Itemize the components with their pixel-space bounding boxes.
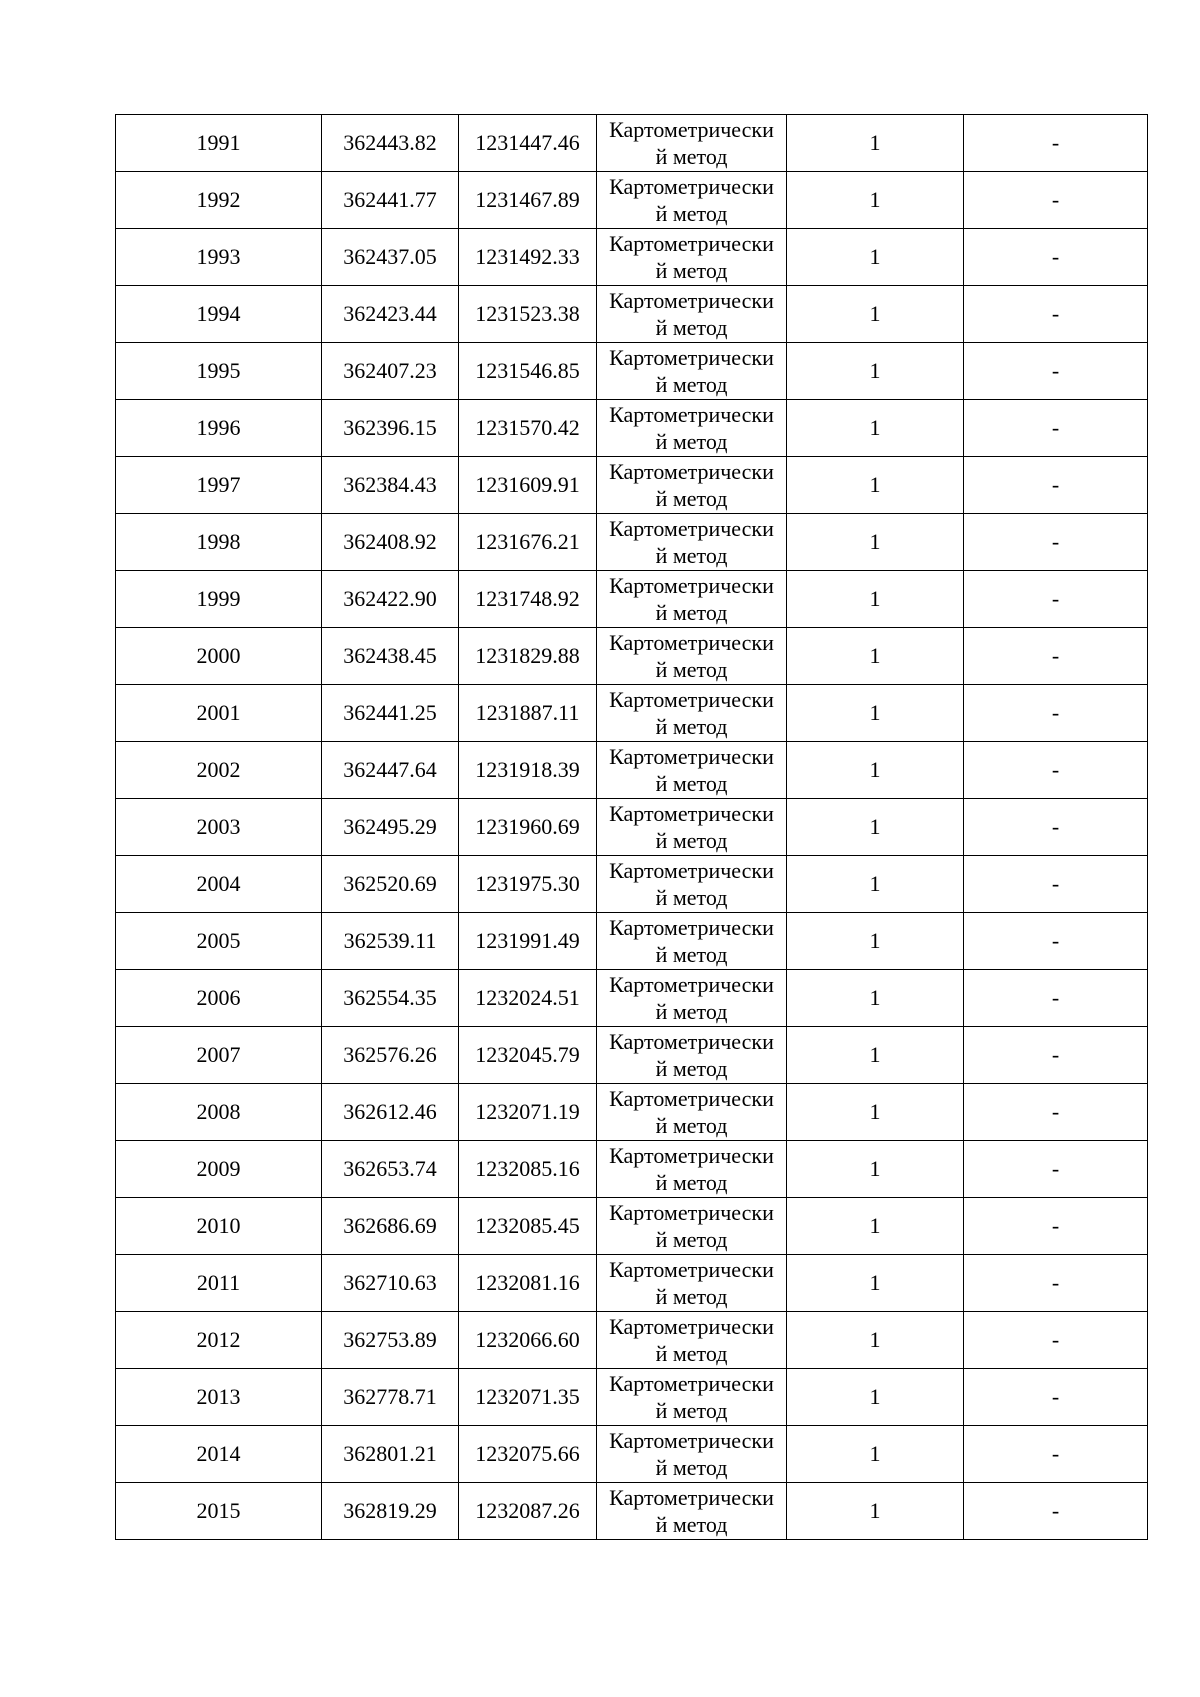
y-coordinate-cell: 1231447.46 (459, 115, 597, 172)
method-text-line-2: й метод (655, 258, 728, 283)
table-row (116, 628, 1148, 685)
y-coordinate-cell: 1232024.51 (459, 970, 597, 1027)
note-cell: - (964, 571, 1148, 628)
accuracy-cell: 1 (787, 970, 964, 1027)
method-text-line-2: й метод (655, 1512, 728, 1537)
note-cell: - (964, 1426, 1148, 1483)
point-number-cell: 2002 (116, 742, 322, 799)
x-coordinate-cell: 362710.63 (322, 1255, 459, 1312)
note-cell: - (964, 799, 1148, 856)
method-text-line-2: й метод (655, 942, 728, 967)
method-text-line-1: Картометрически (609, 1428, 774, 1453)
accuracy-cell: 1 (787, 1084, 964, 1141)
method-text-line-1: Картометрически (609, 1143, 774, 1168)
method-text-line-1: Картометрически (609, 1200, 774, 1225)
table-row (116, 172, 1148, 229)
method-text-line-1: Картометрически (609, 687, 774, 712)
method-cell (597, 799, 787, 856)
table-row (116, 343, 1148, 400)
x-coordinate-cell: 362443.82 (322, 115, 459, 172)
y-coordinate-cell: 1231918.39 (459, 742, 597, 799)
method-text-line-2: й метод (655, 429, 728, 454)
point-number-cell: 1997 (116, 457, 322, 514)
y-coordinate-cell: 1232085.16 (459, 1141, 597, 1198)
x-coordinate-cell: 362819.29 (322, 1483, 459, 1540)
table-row (116, 799, 1148, 856)
table-row (116, 1483, 1148, 1540)
method-cell (597, 628, 787, 685)
y-coordinate-cell: 1231960.69 (459, 799, 597, 856)
accuracy-cell: 1 (787, 400, 964, 457)
y-coordinate-cell: 1231676.21 (459, 514, 597, 571)
note-cell: - (964, 1084, 1148, 1141)
method-text-line-1: Картометрически (609, 345, 774, 370)
point-number-cell: 2009 (116, 1141, 322, 1198)
point-number-cell: 2001 (116, 685, 322, 742)
method-text-line-1: Картометрически (609, 1086, 774, 1111)
x-coordinate-cell: 362753.89 (322, 1312, 459, 1369)
method-text-line-2: й метод (655, 315, 728, 340)
note-cell: - (964, 1027, 1148, 1084)
method-cell (597, 286, 787, 343)
x-coordinate-cell: 362438.45 (322, 628, 459, 685)
method-text-line-1: Картометрически (609, 1029, 774, 1054)
point-number-cell: 1993 (116, 229, 322, 286)
method-text-line-1: Картометрически (609, 1257, 774, 1282)
point-number-cell: 2010 (116, 1198, 322, 1255)
method-text-line-2: й метод (655, 1284, 728, 1309)
method-cell (597, 1141, 787, 1198)
method-text-line-1: Картометрически (609, 117, 774, 142)
y-coordinate-cell: 1231748.92 (459, 571, 597, 628)
y-coordinate-cell: 1232087.26 (459, 1483, 597, 1540)
accuracy-cell: 1 (787, 742, 964, 799)
y-coordinate-cell: 1231991.49 (459, 913, 597, 970)
method-cell (597, 1198, 787, 1255)
x-coordinate-cell: 362495.29 (322, 799, 459, 856)
method-text-line-2: й метод (655, 1455, 728, 1480)
table-row (116, 1369, 1148, 1426)
method-text-line-1: Картометрически (609, 402, 774, 427)
method-cell (597, 115, 787, 172)
accuracy-cell: 1 (787, 799, 964, 856)
coordinates-table (115, 114, 1148, 1540)
table-row (116, 856, 1148, 913)
accuracy-cell: 1 (787, 628, 964, 685)
y-coordinate-cell: 1231829.88 (459, 628, 597, 685)
x-coordinate-cell: 362422.90 (322, 571, 459, 628)
point-number-cell: 1998 (116, 514, 322, 571)
method-cell (597, 685, 787, 742)
point-number-cell: 2006 (116, 970, 322, 1027)
table-row (116, 1198, 1148, 1255)
accuracy-cell: 1 (787, 571, 964, 628)
method-text-line-2: й метод (655, 714, 728, 739)
x-coordinate-cell: 362441.25 (322, 685, 459, 742)
point-number-cell: 1999 (116, 571, 322, 628)
note-cell: - (964, 1255, 1148, 1312)
accuracy-cell: 1 (787, 1426, 964, 1483)
note-cell: - (964, 1369, 1148, 1426)
y-coordinate-cell: 1231523.38 (459, 286, 597, 343)
accuracy-cell: 1 (787, 685, 964, 742)
y-coordinate-cell: 1231887.11 (459, 685, 597, 742)
note-cell: - (964, 115, 1148, 172)
method-cell (597, 913, 787, 970)
x-coordinate-cell: 362396.15 (322, 400, 459, 457)
accuracy-cell: 1 (787, 856, 964, 913)
method-text-line-2: й метод (655, 486, 728, 511)
y-coordinate-cell: 1232045.79 (459, 1027, 597, 1084)
method-cell (597, 1027, 787, 1084)
note-cell: - (964, 514, 1148, 571)
method-cell (597, 1084, 787, 1141)
method-text-line-2: й метод (655, 372, 728, 397)
point-number-cell: 2013 (116, 1369, 322, 1426)
note-cell: - (964, 1312, 1148, 1369)
method-text-line-2: й метод (655, 1227, 728, 1252)
y-coordinate-cell: 1231975.30 (459, 856, 597, 913)
y-coordinate-cell: 1232071.35 (459, 1369, 597, 1426)
point-number-cell: 1995 (116, 343, 322, 400)
table-row (116, 913, 1148, 970)
method-text-line-1: Картометрически (609, 915, 774, 940)
note-cell: - (964, 457, 1148, 514)
accuracy-cell: 1 (787, 1027, 964, 1084)
y-coordinate-cell: 1232075.66 (459, 1426, 597, 1483)
table-row (116, 115, 1148, 172)
table-row (116, 1084, 1148, 1141)
x-coordinate-cell: 362441.77 (322, 172, 459, 229)
y-coordinate-cell: 1232071.19 (459, 1084, 597, 1141)
method-text-line-1: Картометрически (609, 972, 774, 997)
table-row (116, 514, 1148, 571)
method-text-line-1: Картометрически (609, 459, 774, 484)
x-coordinate-cell: 362554.35 (322, 970, 459, 1027)
accuracy-cell: 1 (787, 1483, 964, 1540)
x-coordinate-cell: 362437.05 (322, 229, 459, 286)
note-cell: - (964, 685, 1148, 742)
method-text-line-2: й метод (655, 201, 728, 226)
method-text-line-2: й метод (655, 657, 728, 682)
point-number-cell: 2003 (116, 799, 322, 856)
method-cell (597, 172, 787, 229)
x-coordinate-cell: 362447.64 (322, 742, 459, 799)
note-cell: - (964, 172, 1148, 229)
method-cell (597, 1312, 787, 1369)
x-coordinate-cell: 362408.92 (322, 514, 459, 571)
y-coordinate-cell: 1231492.33 (459, 229, 597, 286)
x-coordinate-cell: 362520.69 (322, 856, 459, 913)
note-cell: - (964, 343, 1148, 400)
point-number-cell: 2007 (116, 1027, 322, 1084)
table-row (116, 286, 1148, 343)
method-cell (597, 514, 787, 571)
x-coordinate-cell: 362423.44 (322, 286, 459, 343)
method-text-line-2: й метод (655, 885, 728, 910)
table-row (116, 970, 1148, 1027)
point-number-cell: 2005 (116, 913, 322, 970)
x-coordinate-cell: 362576.26 (322, 1027, 459, 1084)
table-row (116, 1141, 1148, 1198)
note-cell: - (964, 856, 1148, 913)
method-text-line-2: й метод (655, 1170, 728, 1195)
method-text-line-2: й метод (655, 999, 728, 1024)
accuracy-cell: 1 (787, 1255, 964, 1312)
method-text-line-1: Картометрически (609, 516, 774, 541)
method-text-line-1: Картометрически (609, 858, 774, 883)
table-row (116, 1255, 1148, 1312)
point-number-cell: 1992 (116, 172, 322, 229)
note-cell: - (964, 1483, 1148, 1540)
method-text-line-1: Картометрически (609, 288, 774, 313)
method-text-line-1: Картометрически (609, 801, 774, 826)
note-cell: - (964, 286, 1148, 343)
x-coordinate-cell: 362384.43 (322, 457, 459, 514)
point-number-cell: 1996 (116, 400, 322, 457)
table-row (116, 571, 1148, 628)
accuracy-cell: 1 (787, 457, 964, 514)
note-cell: - (964, 400, 1148, 457)
x-coordinate-cell: 362407.23 (322, 343, 459, 400)
y-coordinate-cell: 1231546.85 (459, 343, 597, 400)
method-text-line-2: й метод (655, 543, 728, 568)
x-coordinate-cell: 362612.46 (322, 1084, 459, 1141)
accuracy-cell: 1 (787, 229, 964, 286)
y-coordinate-cell: 1231609.91 (459, 457, 597, 514)
method-cell (597, 229, 787, 286)
accuracy-cell: 1 (787, 1312, 964, 1369)
method-text-line-2: й метод (655, 144, 728, 169)
note-cell: - (964, 1198, 1148, 1255)
method-text-line-2: й метод (655, 1341, 728, 1366)
method-cell (597, 1483, 787, 1540)
accuracy-cell: 1 (787, 1198, 964, 1255)
method-text-line-2: й метод (655, 1113, 728, 1138)
method-cell (597, 571, 787, 628)
note-cell: - (964, 628, 1148, 685)
table-row (116, 1426, 1148, 1483)
x-coordinate-cell: 362539.11 (322, 913, 459, 970)
method-cell (597, 742, 787, 799)
y-coordinate-cell: 1231570.42 (459, 400, 597, 457)
accuracy-cell: 1 (787, 1141, 964, 1198)
note-cell: - (964, 229, 1148, 286)
method-cell (597, 1426, 787, 1483)
method-cell (597, 457, 787, 514)
method-text-line-1: Картометрически (609, 630, 774, 655)
note-cell: - (964, 1141, 1148, 1198)
table-row (116, 1027, 1148, 1084)
accuracy-cell: 1 (787, 286, 964, 343)
method-cell (597, 970, 787, 1027)
method-text-line-1: Картометрически (609, 573, 774, 598)
x-coordinate-cell: 362686.69 (322, 1198, 459, 1255)
method-cell (597, 400, 787, 457)
method-text-line-1: Картометрически (609, 1371, 774, 1396)
method-cell (597, 1255, 787, 1312)
table-body (116, 115, 1148, 1540)
method-text-line-1: Картометрически (609, 1485, 774, 1510)
y-coordinate-cell: 1232085.45 (459, 1198, 597, 1255)
accuracy-cell: 1 (787, 1369, 964, 1426)
method-text-line-1: Картометрически (609, 231, 774, 256)
point-number-cell: 2014 (116, 1426, 322, 1483)
point-number-cell: 1991 (116, 115, 322, 172)
method-cell (597, 1369, 787, 1426)
x-coordinate-cell: 362778.71 (322, 1369, 459, 1426)
table-row (116, 1312, 1148, 1369)
method-text-line-2: й метод (655, 1398, 728, 1423)
table-row (116, 685, 1148, 742)
y-coordinate-cell: 1232066.60 (459, 1312, 597, 1369)
method-cell (597, 856, 787, 913)
note-cell: - (964, 970, 1148, 1027)
method-text-line-2: й метод (655, 600, 728, 625)
note-cell: - (964, 742, 1148, 799)
method-text-line-2: й метод (655, 771, 728, 796)
accuracy-cell: 1 (787, 514, 964, 571)
accuracy-cell: 1 (787, 913, 964, 970)
accuracy-cell: 1 (787, 115, 964, 172)
method-text-line-1: Картометрически (609, 744, 774, 769)
note-cell: - (964, 913, 1148, 970)
method-text-line-2: й метод (655, 1056, 728, 1081)
point-number-cell: 2011 (116, 1255, 322, 1312)
x-coordinate-cell: 362653.74 (322, 1141, 459, 1198)
point-number-cell: 2015 (116, 1483, 322, 1540)
point-number-cell: 2012 (116, 1312, 322, 1369)
point-number-cell: 2004 (116, 856, 322, 913)
y-coordinate-cell: 1232081.16 (459, 1255, 597, 1312)
accuracy-cell: 1 (787, 172, 964, 229)
method-text-line-2: й метод (655, 828, 728, 853)
point-number-cell: 1994 (116, 286, 322, 343)
table-row (116, 400, 1148, 457)
x-coordinate-cell: 362801.21 (322, 1426, 459, 1483)
table-row (116, 229, 1148, 286)
point-number-cell: 2000 (116, 628, 322, 685)
method-text-line-1: Картометрически (609, 1314, 774, 1339)
method-text-line-1: Картометрически (609, 174, 774, 199)
method-cell (597, 343, 787, 400)
point-number-cell: 2008 (116, 1084, 322, 1141)
table-row (116, 457, 1148, 514)
table-row (116, 742, 1148, 799)
y-coordinate-cell: 1231467.89 (459, 172, 597, 229)
accuracy-cell: 1 (787, 343, 964, 400)
